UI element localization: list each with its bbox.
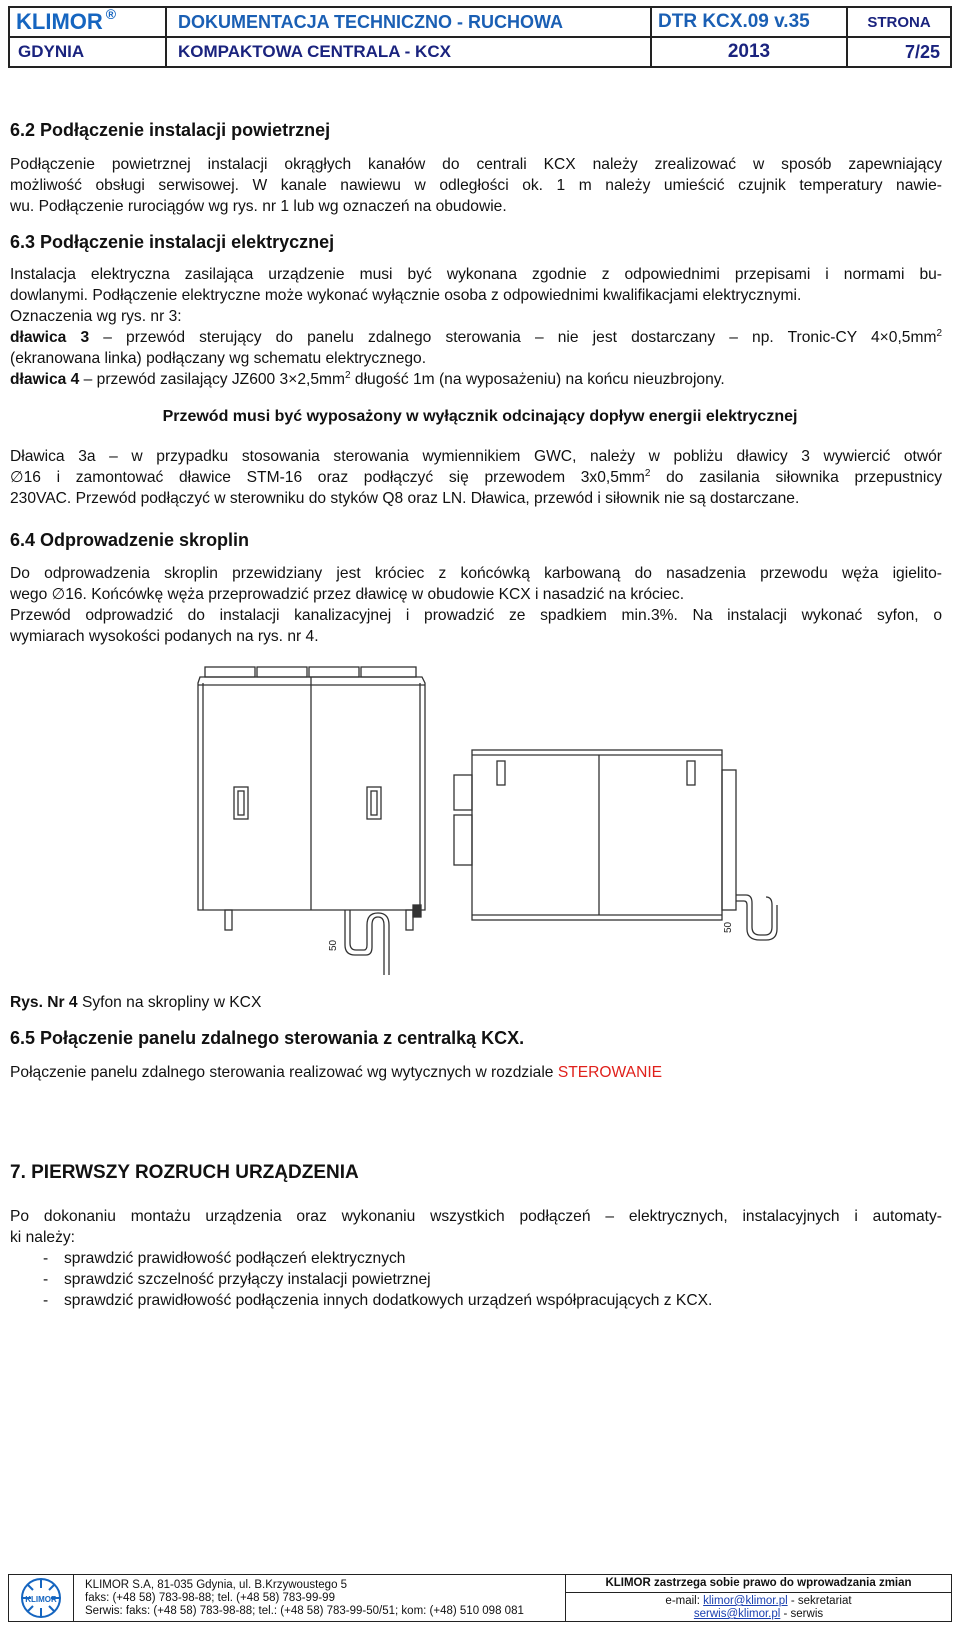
section-6-3-title: 6.3 Podłączenie instalacji elektrycznej xyxy=(10,232,335,252)
text-line: ki należy: xyxy=(10,1229,76,1246)
brand-name: KLIMOR xyxy=(16,9,103,34)
text-line: Podłączenie powietrznej instalacji okrągłych kanałów do centrali KCX należy zrealizować w sposób zapewniający xyxy=(10,156,942,173)
superscript: 2 xyxy=(345,369,351,381)
section-6-2-text xyxy=(10,154,942,217)
section-6-4-text xyxy=(10,563,942,647)
email-service-link[interactable]: serwis@klimor.pl xyxy=(693,1608,781,1620)
section-6-3-gwc-text xyxy=(10,446,942,509)
text-line: Po dokonaniu montażu urządzenia oraz wykonaniu wszystkich podłączeń – elektrycznych, instalacyjnych i automaty- xyxy=(10,1208,942,1225)
list-item: - sprawdzić prawidłowość podłączeń elektrycznych xyxy=(10,1248,942,1269)
text-line: (ekranowana linka) podłączany wg schematu elektrycznego. xyxy=(10,350,427,367)
section-7-title: 7. PIERWSZY ROZRUCH URZĄDZENIA xyxy=(10,1162,359,1183)
text-fragment: ∅16 i zamontować dławice STM-16 oraz podłączyć się przewodem 3x0,5mm xyxy=(10,469,645,486)
siphon-drawing xyxy=(0,665,960,985)
checklist xyxy=(10,1248,942,1311)
footer-address: KLIMOR S.A, 81-035 Gdynia, ul. B.Krzywoustego 5 xyxy=(85,1579,348,1591)
city: GDYNIA xyxy=(18,42,85,61)
product-name: KOMPAKTOWA CENTRALA - KCX xyxy=(178,42,451,61)
dlawica-3-line xyxy=(10,327,942,348)
header-divider xyxy=(165,8,167,66)
text-line: Dławica 3a – w przypadku stosowania sterowania wymiennikiem GWC, należy w pobliżu dławicy 3 wywiercić otwór xyxy=(10,448,942,465)
section-7-text xyxy=(10,1206,942,1311)
dlawica-3-label: dławica 3 xyxy=(10,329,90,346)
text-line: 230VAC. Przewód podłączyć w sterowniku do styków Q8 oraz LN. Dławica, przewód i siłownik nie są dostarczane. xyxy=(10,490,800,507)
section-6-2-title: 6.2 Podłączenie instalacji powietrznej xyxy=(10,120,331,140)
year: 2013 xyxy=(727,41,771,62)
text-fragment: do zasilania siłownika przepustnicy xyxy=(650,469,942,486)
section-6-5-title: 6.5 Połączenie panelu zdalnego sterowania z centralką KCX. xyxy=(10,1028,525,1048)
dim-label-right: 50 xyxy=(723,921,734,933)
warning-note: Przewód musi być wyposażony w wyłącznik odcinający dopływ energii elektrycznej xyxy=(162,408,798,425)
text-line: Do odprowadzenia skroplin przewidziany jest króciec z końcówką karbowaną do nasadzenia przewodu węża igielito- xyxy=(10,565,942,582)
caption-text: Syfon na skropliny w KCX xyxy=(77,994,262,1011)
section-6-5-text xyxy=(10,1062,942,1083)
email-suffix: - serwis xyxy=(780,1608,824,1620)
text-line: wu. Podłączenie rurociągów wg rys. nr 1 lub wg oznaczeń na obudowie. xyxy=(10,198,507,215)
footer-rights: KLIMOR zastrzega sobie prawo do wprowadzania zmian xyxy=(566,1575,951,1593)
page-label: STRONA xyxy=(867,13,931,31)
dlawica-3-text: – przewód sterujący do panelu zdalnego sterowania – nie jest dostarczany – np. Tronic-CY 4×0,5mm xyxy=(103,329,937,346)
text-line: możliwość obsługi serwisowej. W kanale nawiewu w odległości ok. 1 m należy umieścić czujnik temperatury nawie- xyxy=(10,177,942,194)
doc-code: DTR KCX.09 v.35 xyxy=(658,11,810,32)
footer-fax: faks: (+48 58) 783-98-88; tel. (+48 58) 783-99-99 xyxy=(85,1592,335,1604)
section-6-3-text xyxy=(10,264,942,390)
text-line: Przewód odprowadzić do instalacji kanalizacyjnej i prowadzić ze spadkiem min.3%. Na instalacji wykonać syfon, o xyxy=(10,607,942,624)
unit-front-view xyxy=(198,667,425,975)
dlawica-4-line xyxy=(10,369,942,390)
dlawica-4-label: dławica 4 xyxy=(10,371,80,388)
dim-label-left: 50 xyxy=(328,939,339,951)
list-item: - sprawdzić prawidłowość podłączenia innych dodatkowych urządzeń współpracujących z KCX. xyxy=(10,1290,942,1311)
superscript: 2 xyxy=(936,327,942,339)
section-6-4-title: 6.4 Odprowadzenie skroplin xyxy=(10,530,250,550)
unit-side-view xyxy=(454,750,777,940)
footer-service: Serwis: faks: (+48 58) 783-98-88; tel.: (+48 58) 783-99-50/51; kom: (+48) 510 098 081 xyxy=(85,1605,524,1617)
text-line: Oznaczenia wg rys. nr 3: xyxy=(10,308,182,325)
sterowanie-link[interactable]: STEROWANIE xyxy=(557,1064,663,1081)
text-line xyxy=(10,467,942,488)
text-line: dowlanymi. Podłączenie elektryczne może wykonać wyłącznie osoba z odpowiednimi kwalifikacjami elektrycznymi. xyxy=(10,287,802,304)
doc-title: DOKUMENTACJA TECHNICZNO - RUCHOWA xyxy=(178,11,563,32)
registered-mark: ® xyxy=(105,6,117,22)
page-header xyxy=(8,6,952,68)
page-number: 7/25 xyxy=(904,41,940,62)
email-secretariat-link[interactable]: klimor@klimor.pl xyxy=(703,1595,788,1607)
superscript: 2 xyxy=(644,467,651,479)
text-line: wego ∅16. Końcówkę węża przeprowadzić przez dławicę w obudowie KCX i nasadzić na króciec. xyxy=(10,586,685,603)
klimor-logo-icon xyxy=(11,1576,71,1620)
page-footer xyxy=(8,1574,952,1622)
caption-label: Rys. Nr 4 xyxy=(10,994,78,1011)
brand-logo xyxy=(16,8,164,36)
footer-logo-text: KLIMOR xyxy=(25,1595,57,1604)
list-item: - sprawdzić szczelność przyłączy instalacji powietrznej xyxy=(10,1269,942,1290)
dlawica-4-text-end: długość 1m (na wyposażeniu) na końcu nieuzbrojony. xyxy=(350,371,725,388)
figure-caption xyxy=(10,992,942,1013)
footer-emails xyxy=(566,1595,951,1621)
footer-contact xyxy=(85,1579,555,1618)
text-line: wymiarach wysokości podanych na rys. nr 4. xyxy=(10,628,319,645)
dlawica-4-text: – przewód zasilający JZ600 3×2,5mm xyxy=(79,371,345,388)
text-fragment: Połączenie panelu zdalnego sterowania realizować wg wytycznych w rozdziale xyxy=(10,1064,558,1081)
email-suffix: - sekretariat xyxy=(787,1595,852,1607)
text-line: Instalacja elektryczna zasilająca urządzenie musi być wykonana zgodnie z odpowiednimi przepisami i normami bu- xyxy=(10,266,942,283)
footer-logo xyxy=(11,1576,71,1620)
email-label: e-mail: xyxy=(665,1595,704,1607)
